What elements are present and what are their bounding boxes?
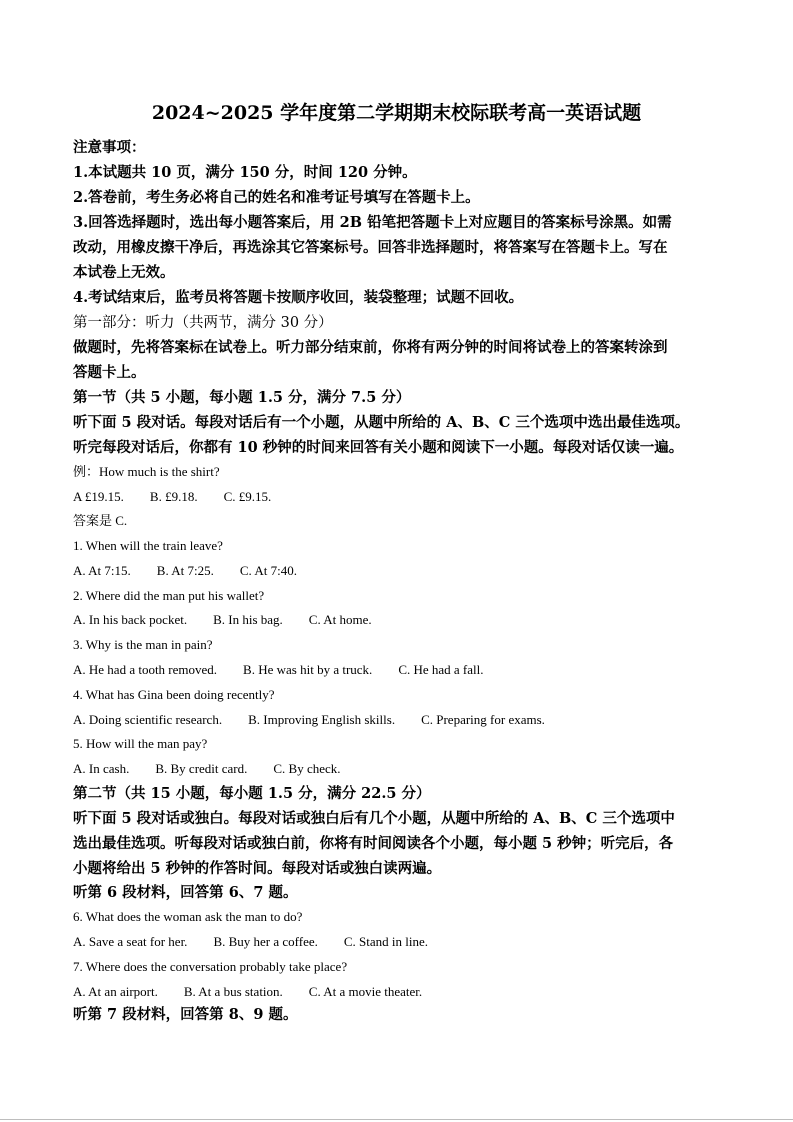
section2-heading: 第二节（共 15 小题，每小题 1.5 分，满分 22.5 分） (73, 785, 431, 802)
question-2-options (73, 611, 725, 629)
option-b: B. Buy her a coffee. (213, 934, 318, 949)
option-c: C. He had a fall. (398, 662, 484, 677)
option-b: B. In his bag. (213, 612, 283, 627)
exam-title: 2024~2025 学年度第二学期期末校际联考高一英语试题 (151, 102, 642, 124)
option-a: A. At 7:15. (73, 563, 131, 578)
example-question: 例：How much is the shirt? (73, 464, 220, 479)
option-c: C. At a movie theater. (308, 984, 423, 999)
material-7-heading: 听第 7 段材料，回答第 8、9 题。 (73, 1006, 298, 1023)
option-b: B. Improving English skills. (248, 712, 396, 727)
section1-heading: 第一节（共 5 小题，每小题 1.5 分，满分 7.5 分） (73, 389, 411, 406)
notice-item-3-line-1: 3.回答选择题时，选出每小题答案后，用 2B 铅笔把答题卡上对应题目的答案标号涂黑。如需 (73, 214, 672, 231)
notice-item-1: 1.本试题共 10 页，满分 150 分，时间 120 分钟。 (73, 164, 417, 181)
option-a: A. Doing scientific research. (73, 712, 223, 727)
section2-intro-line-2: 选出最佳选项。听每段对话或独白前，你将有时间阅读各个小题，每小题 5 秒钟；听完后，各 (73, 835, 674, 852)
notice-item-3-line-3: 本试卷上无效。 (73, 264, 175, 281)
question-3-options (73, 661, 725, 679)
question-2: 2. Where did the man put his wallet? (73, 588, 265, 603)
option-a: A. At an airport. (73, 984, 158, 999)
option-a: A. In cash. (73, 761, 130, 776)
question-1-options (73, 562, 725, 580)
part1-heading: 第一部分：听力（共两节，满分 30 分） (73, 315, 333, 331)
option-a: A. Save a seat for her. (73, 934, 188, 949)
option-c: C. At home. (308, 612, 372, 627)
option-b: B. At a bus station. (183, 984, 283, 999)
question-5: 5. How will the man pay? (73, 736, 208, 751)
option-c: C. By check. (273, 761, 341, 776)
part1-intro-line-1: 做题时，先将答案标在试卷上。听力部分结束前，你将有两分钟的时间将试卷上的答案转涂到 (73, 339, 668, 356)
notice-item-2: 2.答卷前，考生务必将自己的姓名和准考证号填写在答题卡上。 (73, 189, 480, 206)
section2-intro-line-1: 听下面 5 段对话或独白。每段对话或独白后有几个小题，从题中所给的 A、B、C 三个选项中 (73, 810, 675, 827)
option-b: B. By credit card. (155, 761, 248, 776)
notice-heading: 注意事项： (73, 139, 146, 156)
part1-intro-line-2: 答题卡上。 (73, 364, 146, 381)
option-c: C. Stand in line. (343, 934, 429, 949)
example-option-a: A £19.15. (73, 489, 124, 504)
question-3: 3. Why is the man in pain? (73, 637, 213, 652)
question-7: 7. Where does the conversation probably take place? (73, 959, 348, 974)
question-4-options (73, 711, 725, 729)
material-6-heading: 听第 6 段材料，回答第 6、7 题。 (73, 884, 298, 901)
question-6-options (73, 933, 725, 951)
example-option-c: C. £9.15. (223, 489, 272, 504)
example-option-b: B. £9.18. (149, 489, 198, 504)
section1-intro-line-1: 听下面 5 段对话。每段对话后有一个小题，从题中所给的 A、B、C 三个选项中选出最佳选项。 (73, 414, 690, 431)
option-a: A. He had a tooth removed. (73, 662, 218, 677)
notice-item-3-line-2: 改动，用橡皮擦干净后，再选涂其它答案标号。回答非选择题时，将答案写在答题卡上。写在 (73, 239, 668, 256)
section1-intro-line-2: 听完每段对话后，你都有 10 秒钟的时间来回答有关小题和阅读下一小题。每段对话仅读一遍。 (73, 439, 684, 456)
option-c: C. Preparing for exams. (421, 712, 545, 727)
notice-item-4: 4.考试结束后，监考员将答题卡按顺序收回，装袋整理；试题不回收。 (73, 289, 524, 306)
question-7-options (73, 983, 725, 1001)
option-a: A. In his back pocket. (73, 612, 188, 627)
example-options (73, 488, 725, 506)
question-4: 4. What has Gina been doing recently? (73, 687, 275, 702)
option-b: B. At 7:25. (156, 563, 214, 578)
option-b: B. He was hit by a truck. (243, 662, 373, 677)
option-c: C. At 7:40. (239, 563, 297, 578)
question-1: 1. When will the train leave? (73, 538, 223, 553)
section2-intro-line-3: 小题将给出 5 秒钟的作答时间。每段对话或独白读两遍。 (73, 860, 442, 877)
question-6: 6. What does the woman ask the man to do? (73, 909, 303, 924)
page-bottom-divider (0, 1119, 793, 1120)
example-answer: 答案是 C. (73, 513, 128, 528)
question-5-options (73, 760, 725, 778)
